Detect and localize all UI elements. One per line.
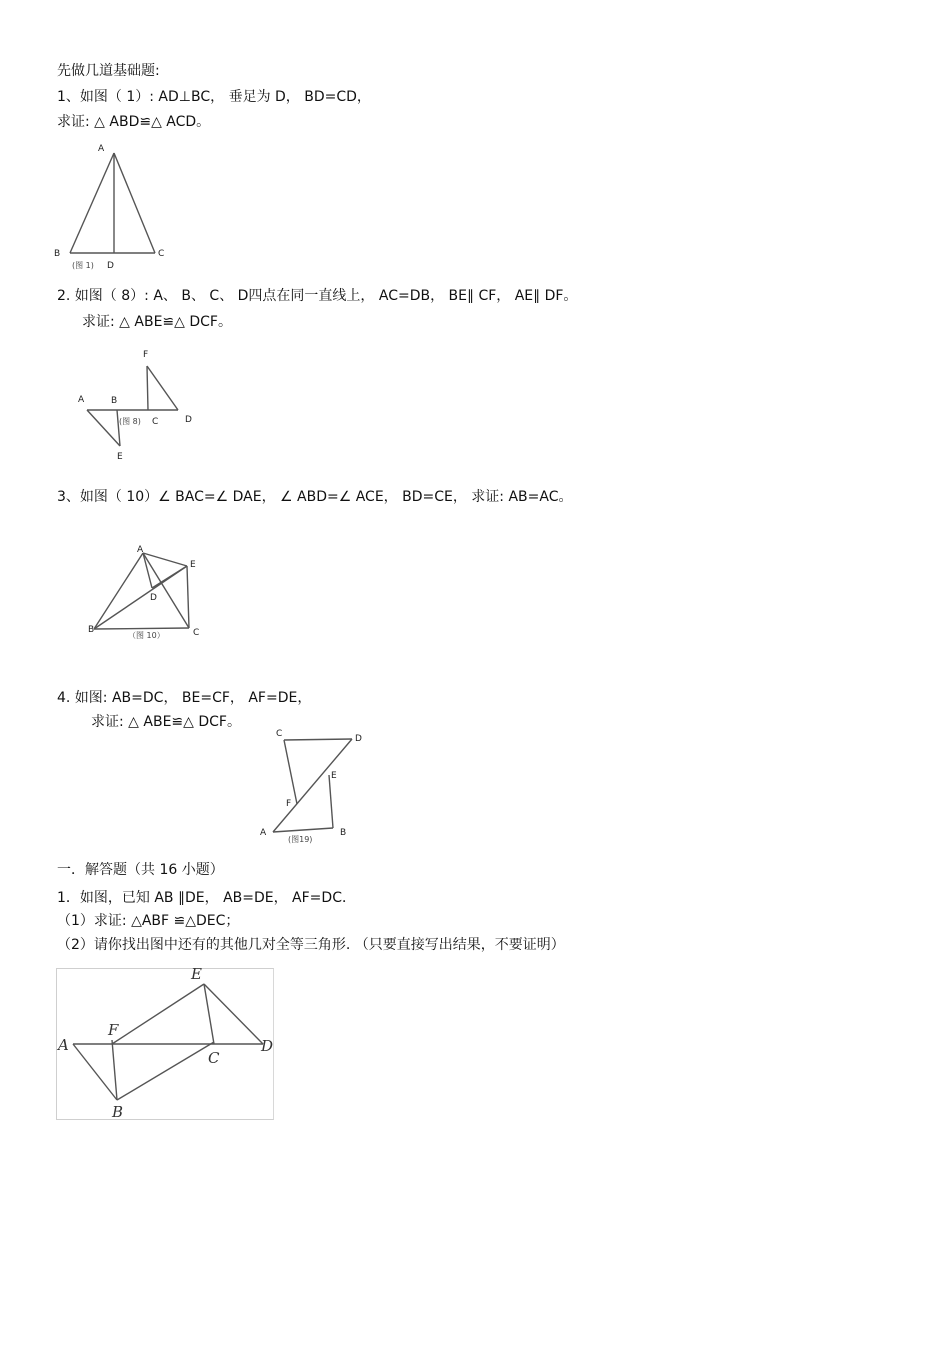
fig8-caption: (图 8) (119, 417, 141, 426)
problem-1-statement: 1、如图（ 1）: AD⊥BC， 垂足为 D， BD=CD， (57, 89, 371, 105)
question-1-statement: 1．如图，已知 AB ∥DE， AB=DE， AF=DC． (57, 890, 356, 906)
fig10-caption: （图 10） (128, 631, 165, 640)
problem-2-statement: 2. 如图（ 8）: A、 B、 C、 D四点在同一直线上， AC=DB， BE∥ CF， AE∥ DF。 (57, 288, 578, 304)
q1-label-d: D (261, 1037, 274, 1055)
fig19-label-d: D (355, 734, 362, 744)
fig19-label-b: B (340, 828, 347, 838)
fig8-label-d: D (185, 415, 192, 425)
fig10-label-c: C (193, 628, 200, 638)
fig19-label-c: C (276, 729, 283, 739)
fig8-label-e: E (117, 452, 123, 462)
figure-8-diagram (70, 342, 220, 467)
fig1-label-c: C (158, 249, 165, 259)
fig1-caption: (图 1) (72, 261, 94, 270)
question-1-part-1: （1）求证: △ABF ≌△DEC； (57, 913, 240, 929)
fig1-label-b: B (54, 249, 61, 259)
figure-19-diagram (255, 725, 385, 850)
fig1-label-d: D (107, 261, 114, 271)
problem-2-prove: 求证: △ ABE≌△ DCF。 (82, 314, 232, 330)
figure-1-triangle (50, 140, 180, 275)
fig1-label-a: A (98, 144, 105, 154)
fig19-label-f: F (286, 799, 292, 809)
problem-4-prove: 求证: △ ABE≌△ DCF。 (91, 714, 241, 730)
q1-label-c: C (208, 1049, 220, 1067)
fig19-label-a: A (260, 828, 267, 838)
fig10-label-e: E (190, 560, 196, 570)
fig10-label-d: D (150, 593, 157, 603)
fig8-label-a: A (78, 395, 85, 405)
fig8-label-f: F (143, 350, 149, 360)
q1-label-a: A (58, 1036, 69, 1054)
fig8-label-c: C (152, 417, 159, 427)
q1-label-b: B (112, 1103, 124, 1121)
question-1-part-2: （2）请你找出图中还有的其他几对全等三角形. （只要直接写出结果，不要证明） (57, 937, 565, 953)
fig10-label-a: A (137, 545, 144, 555)
problem-3-statement: 3、如图（ 10）∠ BAC=∠ DAE， ∠ ABD=∠ ACE， BD=CE， 求证: AB=AC。 (57, 489, 573, 505)
q1-label-f: F (108, 1021, 119, 1039)
question-1-figure (52, 962, 272, 1122)
figure-10-diagram (80, 540, 220, 650)
problem-1-prove: 求证: △ ABD≌△ ACD。 (57, 114, 211, 130)
intro-text: 先做几道基础题: (57, 63, 160, 79)
q1-label-e: E (191, 965, 202, 983)
fig8-label-b: B (111, 396, 118, 406)
fig19-label-e: E (331, 771, 337, 781)
fig19-caption: (图19) (288, 835, 313, 844)
fig10-label-b: B (88, 625, 95, 635)
problem-4-statement: 4. 如图: AB=DC， BE=CF， AF=DE， (57, 690, 312, 706)
section-heading: 一．解答题（共 16 小题） (57, 862, 224, 878)
